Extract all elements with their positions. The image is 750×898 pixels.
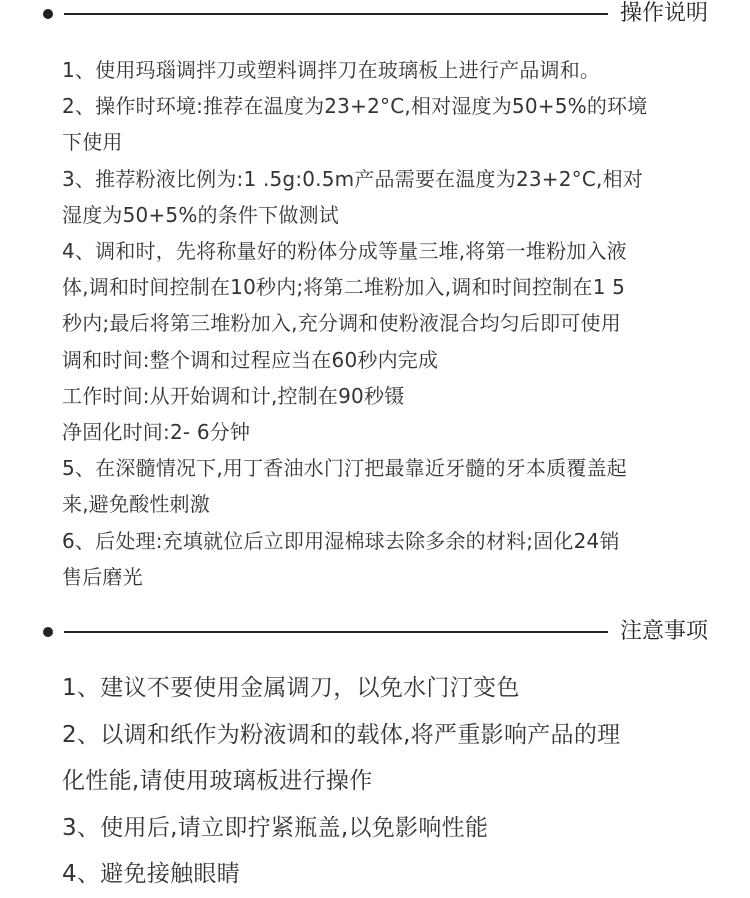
- text-line: 来,避免酸性刺激: [62, 492, 210, 517]
- header-divider: [64, 631, 608, 633]
- text-line: 6、后处理:充填就位后立即用湿棉球去除多余的材料;固化24销: [62, 528, 620, 553]
- text-line: 1、建议不要使用金属调刀，以免水门汀变色: [62, 675, 520, 701]
- bullet-dot-icon: [43, 9, 53, 19]
- section-title: 注意事项: [620, 619, 709, 644]
- text-line: 2、操作时环境:推荐在温度为23+2°C,相对湿度为50+5%的环境: [62, 94, 648, 119]
- text-line: 下使用: [62, 130, 123, 155]
- text-line: 调和时间:整个调和过程应当在60秒内完成: [62, 347, 439, 372]
- bullet-dot-icon: [43, 627, 53, 637]
- text-line: 售后磨光: [62, 564, 143, 589]
- section-header-notes: [0, 617, 750, 647]
- text-line: 3、使用后,请立即拧紧瓶盖,以免影响性能: [62, 814, 489, 841]
- header-divider: [64, 13, 608, 15]
- text-line: 化性能,请使用玻璃板进行操作: [62, 768, 373, 794]
- text-line: 秒内;最后将第三堆粉加入,充分调和使粉液混合均匀后即可使用: [62, 311, 621, 336]
- section-title: 操作说明: [620, 1, 709, 26]
- text-line: 2、以调和纸作为粉液调和的载体,将严重影响产品的理: [62, 721, 621, 748]
- text-line: 工作时间:从开始调和计,控制在90秒镊: [62, 383, 405, 408]
- instructions-body: [62, 52, 702, 595]
- section-header-instructions: [0, 0, 750, 30]
- text-line: 体,调和时间控制在10秒内;将第二堆粉加入,调和时间控制在1 5: [62, 275, 626, 300]
- text-line: 4、调和时，先将称量好的粉体分成等量三堆,将第一堆粉加入液: [62, 239, 627, 264]
- text-line: 3、推荐粉液比例为:1 .5g:0.5m产品需要在温度为23+2°C,相对: [62, 166, 644, 191]
- notes-body: [62, 665, 702, 898]
- text-line: 1、使用玛瑙调拌刀或塑料调拌刀在玻璃板上进行产品调和。: [62, 58, 601, 82]
- text-line: 4、避免接触眼睛: [62, 861, 241, 887]
- text-line: 湿度为50+5%的条件下做测试: [62, 202, 339, 227]
- text-line: 净固化时间:2- 6分钟: [62, 420, 251, 445]
- text-line: 5、在深髓情况下,用丁香油水门汀把最靠近牙髓的牙本质覆盖起: [62, 456, 627, 481]
